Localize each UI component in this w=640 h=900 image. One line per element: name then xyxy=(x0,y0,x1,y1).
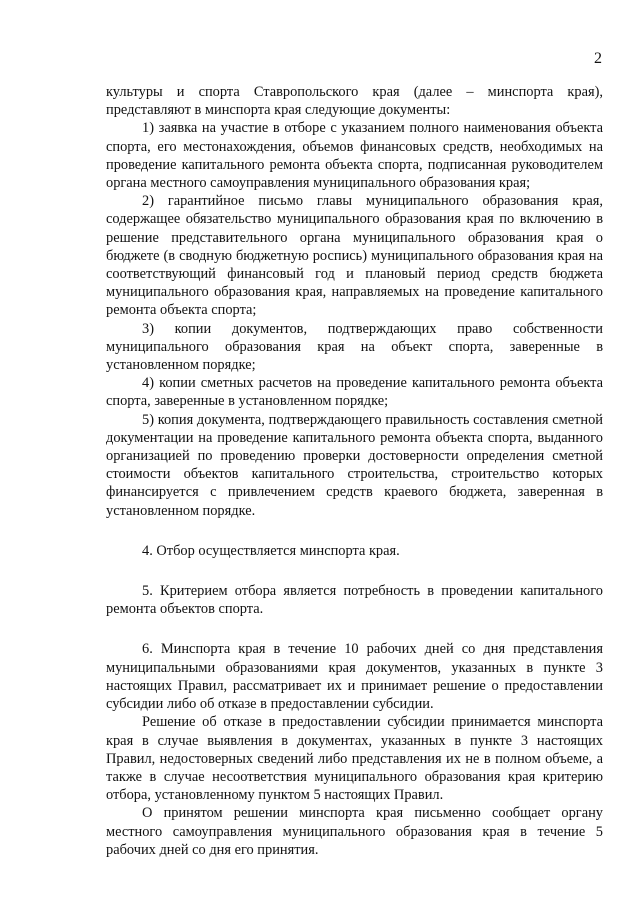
paragraph-intro: культуры и спорта Ставропольского края (далее – минспорта края), представляют в минспорта края следующие документы: xyxy=(106,84,603,119)
paragraph-item-4: 4) копии сметных расчетов на проведение капитального ремонта объекта спорта, заверенные в установленном порядке; xyxy=(106,375,603,410)
paragraph-clause-4: 4. Отбор осуществляется минспорта края. xyxy=(142,542,400,559)
paragraph-notification: О принятом решении минспорта края письменно сообщает органу местного самоуправления муниципального образования края в течение 5 рабочих дней со дня его принятия. xyxy=(106,805,603,858)
paragraph-clause-6: 6. Минспорта края в течение 10 рабочих дней со дня представления муниципальными образованиями края документов, указанных в пункте 3 настоящих Правил, рассматривает их и принимает решение о предоставлении субсидии либо об отказе в предоставлении субсидии. xyxy=(106,641,603,713)
paragraph-item-5: 5) копия документа, подтверждающего правильность составления сметной документации на проведение капитального ремонта объекта спорта, выданного организацией по проведению проверки достоверности определения сметной стоимости объектов капитального строительства, строительство которых финансируется с привлечением средств краевого бюджета, заверенная в установленном порядке. xyxy=(106,411,603,519)
paragraph-item-3: 3) копии документов, подтверждающих право собственности муниципального образования края на объект спорта, заверенные в установленном порядке; xyxy=(106,320,603,374)
paragraph-refusal-decision: Решение об отказе в предоставлении субсидии принимается минспорта края в случае выявления в документах, указанных в пункте 3 настоящих Правил, недостоверных сведений либо представления их не в полном объеме, а также в случае несоответствия муниципального образования края критерию отбора, установленному пунктом 5 настоящих Правил. xyxy=(106,714,603,804)
paragraph-item-2: 2) гарантийное письмо главы муниципального образования края, содержащее обязательство муниципального образования края по включению в решение представительного органа муниципального образования края о бюджете (в сводную бюджетную роспись) муниципального образования края на соответствующий финансовый год и плановый период средств бюджета муниципального образования края, направляемых на проведение капитального ремонта объекта спорта; xyxy=(106,193,603,319)
paragraph-item-1: 1) заявка на участие в отборе с указанием полного наименования объекта спорта, его местонахождения, объемов финансовых средств, необходимых на проведение капитального ремонта объекта спорта, подписанная руководителем органа местного самоуправления муниципального образования края; xyxy=(106,120,603,192)
document-body xyxy=(106,83,603,859)
paragraph-clause-5: 5. Критерием отбора является потребность в проведении капитального ремонта объектов спорта. xyxy=(106,583,603,618)
page-number: 2 xyxy=(594,50,602,67)
